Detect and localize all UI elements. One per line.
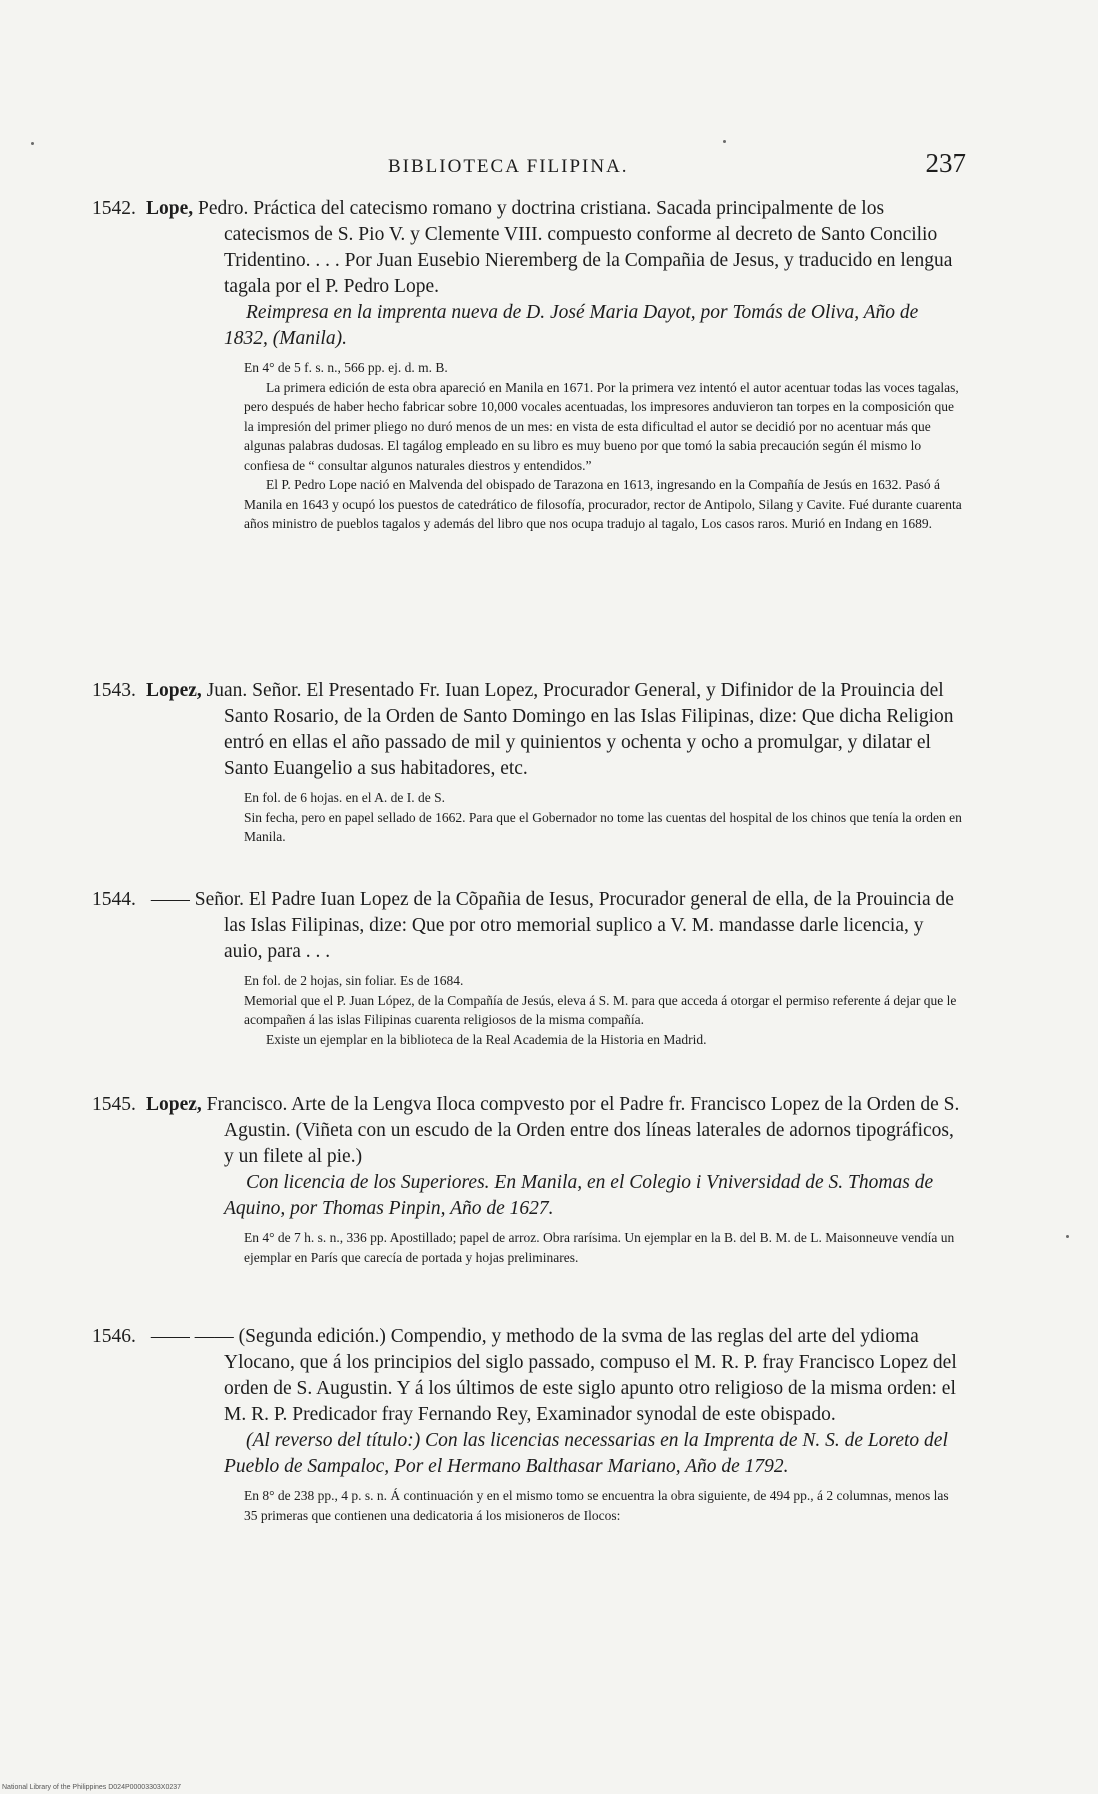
- entry-1544: [92, 887, 962, 1049]
- entry-number: 1546.: [92, 1326, 136, 1347]
- entry-lead: [92, 1092, 962, 1170]
- scan-speck: [1066, 1235, 1069, 1238]
- page-number: 237: [925, 148, 966, 178]
- entry-lead: [92, 196, 962, 300]
- entry-note: En 4° de 7 h. s. n., 336 pp. Apostillado; papel de arroz. Obra rarísima. Un ejemplar en la B. del B. M. de L. Maisonneuve vendía un ejemplar en París que carecía de portada y hojas preliminares.: [244, 1230, 955, 1265]
- entry-note: En 8° de 238 pp., 4 p. s. n. Á continuación y en el mismo tomo se encuentra la obra siguiente, de 494 pp., á 2 columnas, menos las 35 primeras que contienen una dedicatoria á los misioneros de Ilocos:: [244, 1488, 949, 1523]
- entry-author: Lopez,: [146, 1094, 202, 1115]
- entry-title: Pedro. Práctica del catecismo romano y doctrina cristiana. Sacada principalmente de los catecismos de S. Pio V. y Clemente VIII. compuesto conforme al decreto de Santo Concilio Tridentino. . . . Por Juan Eusebio Nieremberg de la Compañia de Jesus, y traducido en lengua tagala por el P. Pedro Lope.: [198, 198, 953, 297]
- entry-note: Memorial que el P. Juan López, de la Compañía de Jesús, eleva á S. M. para que acceda á otorgar el permiso referente á dejar que le acompañen á las islas Filipinas cuarenta religiosos de la misma compañía.: [244, 992, 957, 1027]
- entry-number: 1543.: [92, 680, 136, 701]
- entry-note: Sin fecha, pero en papel sellado de 1662. Para que el Gobernador no tome las cuentas del hospital de los chinos que tenía la orden en Manila.: [244, 809, 962, 844]
- entry-lead: [92, 887, 962, 965]
- entry-author: Lope,: [146, 198, 194, 219]
- entry-imprint: (Al reverso del título:) Con las licencias necessarias en la Imprenta de N. S. de Loreto del Pueblo de Sampaloc, Por el Hermano Balthasar Mariano, Año de 1792.: [224, 1430, 948, 1477]
- entry-number: 1545.: [92, 1094, 136, 1115]
- entry-title: Juan. Señor. El Presentado Fr. Iuan Lopez, Procurador General, y Difinidor de la Prouincia del Santo Rosario, de la Orden de Santo Domingo en las Islas Filipinas, dize: Que dicha Religion entró en ellas el año passado de mil y quinientos y ochenta y ocho a promulgar, y dilatar el Santo Euangelio a sus habitadores, etc.: [206, 680, 954, 779]
- entry-imprint: Reimpresa en la imprenta nueva de D. José Maria Dayot, por Tomás de Oliva, Año de 1832, (Manila).: [224, 302, 919, 349]
- entry-1542: [92, 196, 962, 534]
- entry-1545: [92, 1092, 962, 1267]
- entry-note: Existe un ejemplar en la biblioteca de la Real Academia de la Historia en Madrid.: [266, 1031, 707, 1047]
- page-header: [388, 148, 966, 179]
- scan-speck: [31, 142, 34, 145]
- entry-note: En 4° de 5 f. s. n., 566 pp. ej. d. m. B.: [244, 360, 448, 375]
- entry-title: —— —— (Segunda edición.) Compendio, y methodo de la svma de las reglas del arte del ydioma Ylocano, que á los principios del siglo passado, compuso el M. R. P. fray Francisco Lopez del orden de S. Augustin. Y á los últimos de este siglo apunto otro religioso de la misma orden: el M. R. P. Predicador fray Fernando Rey, Examinador synodal de este obispado.: [150, 1326, 957, 1425]
- entry-1546: [92, 1324, 962, 1525]
- running-title: BIBLIOTECA FILIPINA.: [388, 156, 629, 177]
- entry-1543: [92, 678, 962, 847]
- entry-note: La primera edición de esta obra apareció en Manila en 1671. Por la primera vez intentó el autor acentuar todas las voces tagalas, pero después de haber hecho fabricar sobre 10,000 vocales acentuadas, los impresores anduvieron tan torpes en la composición que la impresión del primer pliego no duró menos de un mes: en vista de esta dificultad el autor se decidió por no acentuar más que algunas palabras dudosas. El tagálog empleado en su libro es muy bueno por que tomó la sabia precaución según él mismo lo confiesa de “ consultar algunos naturales diestros y entendidos.”: [244, 379, 959, 473]
- entry-title: Francisco. Arte de la Lengva Iloca compvesto por el Padre fr. Francisco Lopez de la Orden de S. Agustin. (Viñeta con un escudo de la Orden entre dos líneas laterales de adornos tipográficos, y un filete al pie.): [206, 1094, 960, 1167]
- entry-note: En fol. de 6 hojas. en el A. de I. de S.: [244, 790, 445, 805]
- entry-note: El P. Pedro Lope nació en Malvenda del obispado de Tarazona en 1613, ingresando en la Compañía de Jesús en 1632. Pasó á Manila en 1643 y ocupó los puestos de catedrático de filosofía, procurador, rector de Antipolo, Silang y Cavite. Fué durante cuarenta años ministro de pueblos tagalos y además del libro que nos ocupa tradujo al tagalo, Los casos raros. Murió en Indang en 1689.: [244, 477, 962, 531]
- scan-speck: [723, 140, 726, 143]
- entry-lead: [92, 1324, 962, 1428]
- entry-imprint: Con licencia de los Superiores. En Manila, en el Colegio i Vniversidad de S. Thomas de Aquino, por Thomas Pinpin, Año de 1627.: [224, 1172, 934, 1219]
- entry-author: Lopez,: [146, 680, 202, 701]
- entry-title: —— Señor. El Padre Iuan Lopez de la Cõpañia de Iesus, Procurador general de ella, de la Prouincia de las Islas Filipinas, dize: Que por otro memorial suplico a V. M. mandasse darle licencia, y auio, para . . .: [150, 889, 954, 962]
- scan-credit: National Library of the Philippines D024P00003303X0237: [2, 1784, 182, 1791]
- entry-note: En fol. de 2 hojas, sin foliar. Es de 1684.: [244, 973, 464, 988]
- entry-lead: [92, 678, 962, 782]
- entry-number: 1542.: [92, 198, 136, 219]
- entry-number: 1544.: [92, 889, 136, 910]
